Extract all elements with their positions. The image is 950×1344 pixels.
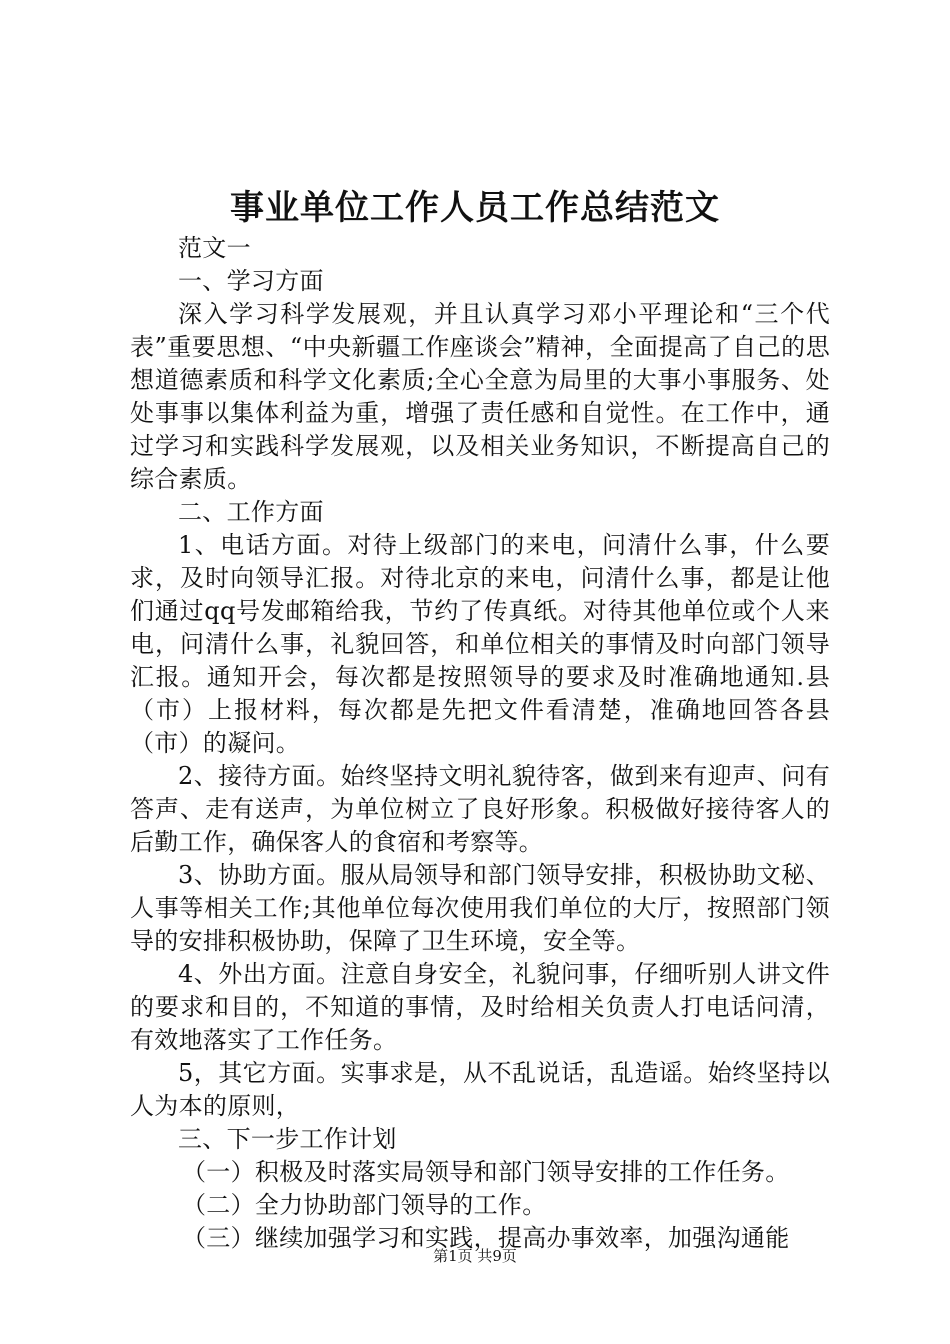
paragraph-outing: 4、外出方面。注意自身安全，礼貌问事，仔细听别人讲文件的要求和目的，不知道的事情，及时给相关负责人打电话问清，有效地落实了工作任务。: [130, 960, 830, 1054]
paragraph-phone: 1、电话方面。对待上级部门的来电，问清什么事，什么要求，及时向领导汇报。对待北京的来电，问清什么事，都是让他们通过qq号发邮箱给我，节约了传真纸。对待其他单位或个人来电，问清什么事，礼貌回答，和单位相关的事情及时向部门领导汇报。通知开会，每次都是按照领导的要求及时准确地通知.县（市）上报材料，每次都是先把文件看清楚，准确地回答各县（市）的凝问。: [130, 531, 830, 757]
page-footer: 第1页 共9页: [433, 1247, 517, 1265]
document-title: 事业单位工作人员工作总结范文: [230, 188, 720, 228]
paragraph-other: 5，其它方面。实事求是，从不乱说话，乱造谣。始终坚持以人为本的原则，: [130, 1059, 830, 1120]
paragraph-assist: 3、协助方面。服从局领导和部门领导安排，积极协助文秘、人事等相关工作;其他单位每次使用我们单位的大厅，按照部门领导的安排积极协助，保障了卫生环境，安全等。: [130, 861, 830, 955]
paragraph-section-label: 范文一: [178, 234, 251, 262]
plan-item-3: （三）继续加强学习和实践，提高办事效率，加强沟通能: [182, 1224, 790, 1252]
paragraph-study: 深入学习科学发展观，并且认真学习邓小平理论和“三个代表”重要思想、“中央新疆工作座谈会”精神，全面提高了自己的思想道德素质和科学文化素质;全心全意为局里的大事小事服务、处处事事以集体利益为重，增强了责任感和自觉性。在工作中，通过学习和实践科学发展观，以及相关业务知识，不断提高自己的综合素质。: [130, 300, 830, 493]
heading-next-plan: 三、下一步工作计划: [178, 1125, 397, 1153]
heading-work: 二、工作方面: [178, 498, 324, 526]
plan-item-1: （一）积极及时落实局领导和部门领导安排的工作任务。: [182, 1158, 790, 1186]
paragraph-reception: 2、接待方面。始终坚持文明礼貌待客，做到来有迎声、问有答声、走有送声，为单位树立了良好形象。积极做好接待客人的后勤工作，确保客人的食宿和考察等。: [130, 762, 830, 856]
plan-item-2: （二）全力协助部门领导的工作。: [182, 1191, 547, 1219]
document-body: [130, 232, 830, 1255]
heading-study: 一、学习方面: [178, 267, 324, 295]
